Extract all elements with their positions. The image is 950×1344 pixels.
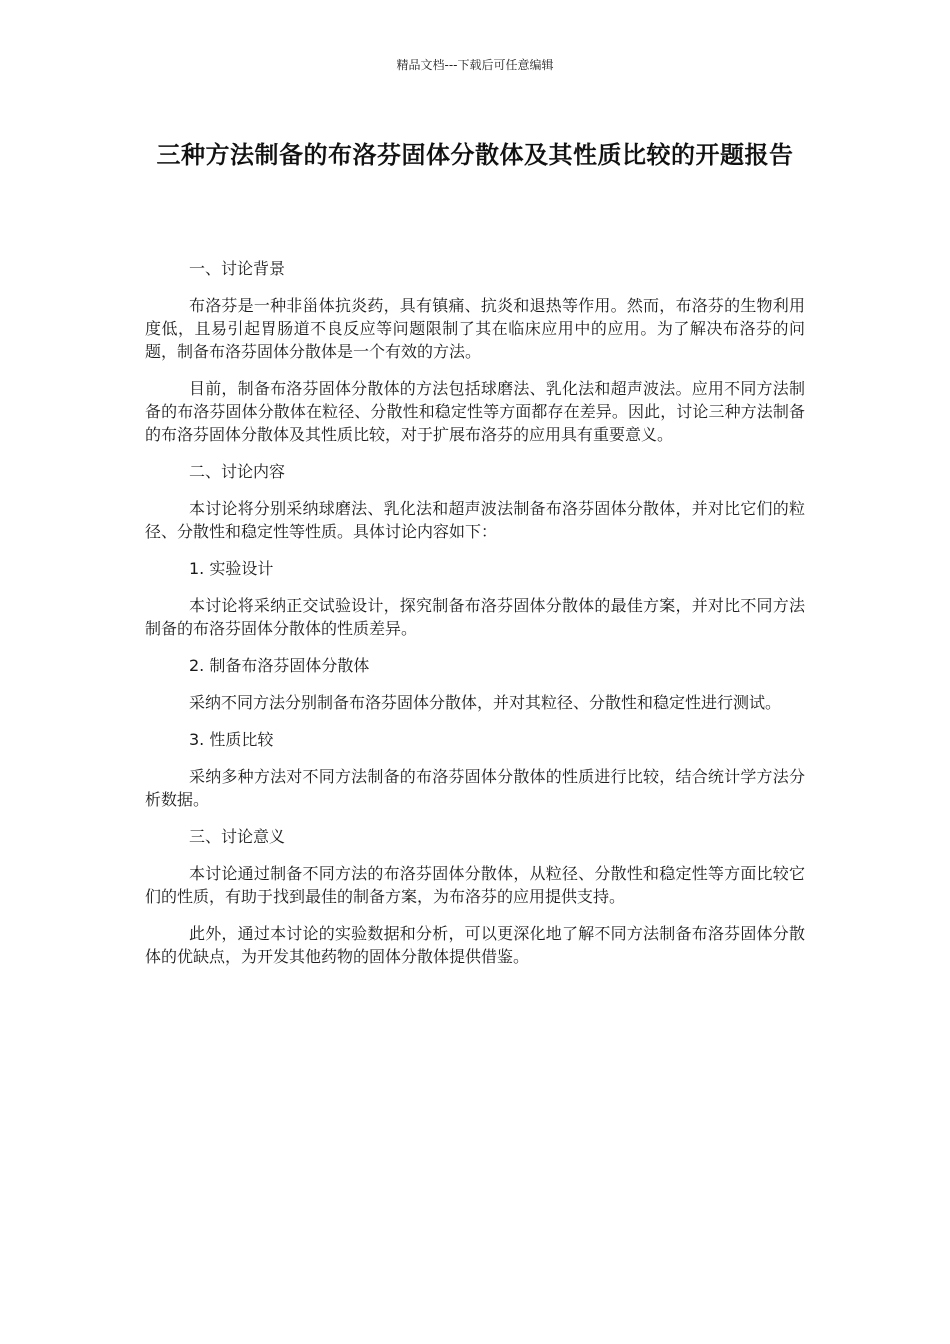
header-note: 精品文档---下载后可任意编辑 bbox=[396, 58, 554, 72]
subheading-preparation: 2. 制备布洛芬固体分散体 bbox=[189, 656, 370, 675]
paragraph: 本讨论将分别采纳球磨法、乳化法和超声波法制备布洛芬固体分散体，并对比它们的粒径、分散性和稳定性等性质。具体讨论内容如下： bbox=[145, 499, 805, 541]
paragraph: 本讨论将采纳正交试验设计，探究制备布洛芬固体分散体的最佳方案，并对比不同方法制备的布洛芬固体分散体的性质差异。 bbox=[145, 596, 805, 638]
section-heading-background: 一、讨论背景 bbox=[189, 259, 286, 278]
paragraph: 采纳不同方法分别制备布洛芬固体分散体，并对其粒径、分散性和稳定性进行测试。 bbox=[189, 693, 782, 712]
document-body bbox=[145, 257, 805, 982]
document-title: 三种方法制备的布洛芬固体分散体及其性质比较的开题报告 bbox=[156, 141, 794, 169]
section-heading-significance: 三、讨论意义 bbox=[189, 827, 286, 846]
paragraph: 目前，制备布洛芬固体分散体的方法包括球磨法、乳化法和超声波法。应用不同方法制备的布洛芬固体分散体在粒径、分散性和稳定性等方面都存在差异。因此，讨论三种方法制备的布洛芬固体分散体及其性质比较，对于扩展布洛芬的应用具有重要意义。 bbox=[145, 379, 805, 444]
subheading-experiment-design: 1. 实验设计 bbox=[189, 559, 274, 578]
subheading-comparison: 3. 性质比较 bbox=[189, 730, 274, 749]
paragraph: 布洛芬是一种非甾体抗炎药，具有镇痛、抗炎和退热等作用。然而，布洛芬的生物利用度低，且易引起胃肠道不良反应等问题限制了其在临床应用中的应用。为了解决布洛芬的问题，制备布洛芬固体分散体是一个有效的方法。 bbox=[145, 296, 805, 361]
paragraph: 本讨论通过制备不同方法的布洛芬固体分散体，从粒径、分散性和稳定性等方面比较它们的性质，有助于找到最佳的制备方案，为布洛芬的应用提供支持。 bbox=[145, 864, 805, 906]
paragraph: 此外，通过本讨论的实验数据和分析，可以更深化地了解不同方法制备布洛芬固体分散体的优缺点，为开发其他药物的固体分散体提供借鉴。 bbox=[145, 924, 805, 966]
paragraph: 采纳多种方法对不同方法制备的布洛芬固体分散体的性质进行比较，结合统计学方法分析数据。 bbox=[145, 767, 805, 809]
section-heading-content: 二、讨论内容 bbox=[189, 462, 286, 481]
